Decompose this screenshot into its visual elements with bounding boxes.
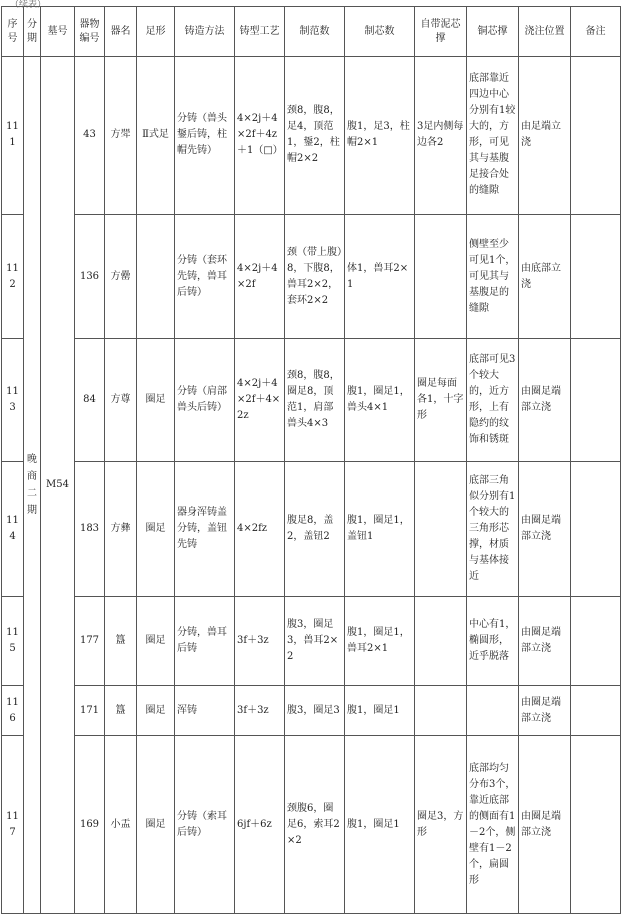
cell-note (571, 736, 621, 914)
cell-bronze-support: 底部均匀分布3个，靠近底部的侧面有1－2个，侧壁有1－2个，扁圆形 (467, 736, 519, 914)
cell-method: 分铸（肩部兽头后铸） (175, 339, 235, 462)
cell-name: 方彝 (105, 461, 137, 596)
cell-foot: 圈足 (137, 736, 175, 914)
continuation-label: （续表） (10, 0, 47, 10)
cell-method: 浑铸 (175, 685, 235, 735)
table-row (2, 461, 621, 596)
header-foot: 足形 (137, 7, 175, 57)
cell-seq: 115 (2, 596, 24, 685)
cell-mold: 3f＋3z (235, 596, 285, 685)
cell-bronze-support: 中心有1，椭圆形，近乎脱落 (467, 596, 519, 685)
cell-seq: 116 (2, 685, 24, 735)
cell-method: 分铸（套环先铸，兽耳后铸） (175, 214, 235, 339)
cell-name: 方斝 (105, 57, 137, 215)
table-row (2, 736, 621, 914)
cell-phase: 晚商二期 (24, 57, 41, 914)
cell-method: 分铸（索耳后铸） (175, 736, 235, 914)
cell-note (571, 214, 621, 339)
cell-name: 方尊 (105, 339, 137, 462)
cell-self-support (415, 685, 467, 735)
cell-note (571, 339, 621, 462)
cell-seq: 113 (2, 339, 24, 462)
cell-mold: 4×2fz (235, 461, 285, 596)
cell-pour: 由圈足端部立浇 (519, 596, 571, 685)
cell-core: 腹1，圈足1，兽头4×1 (345, 339, 415, 462)
cell-mold: 4×2j＋4×2f＋4×2z (235, 339, 285, 462)
cell-seq: 117 (2, 736, 24, 914)
cell-artifact-no: 136 (75, 214, 105, 339)
header-seq: 序号 (2, 7, 24, 57)
cell-pour: 由圈足端部立浇 (519, 685, 571, 735)
header-row (2, 7, 621, 57)
cell-pour: 由圈足端部立浇 (519, 339, 571, 462)
cell-name: 方罍 (105, 214, 137, 339)
cell-name: 簋 (105, 685, 137, 735)
cell-name: 簋 (105, 596, 137, 685)
cell-note (571, 685, 621, 735)
cell-mold: 4×2j＋4×2f＋4z＋1（□） (235, 57, 285, 215)
cell-fan: 颈腹6，圈足6，索耳2×2 (285, 736, 345, 914)
cell-tomb: M54 (41, 57, 75, 914)
header-phase: 分期 (24, 7, 41, 57)
header-name: 器名 (105, 7, 137, 57)
table-row (2, 596, 621, 685)
header-tomb: 墓号 (41, 7, 75, 57)
cell-name: 小盂 (105, 736, 137, 914)
cell-artifact-no: 177 (75, 596, 105, 685)
cell-bronze-support: 底部靠近四边中心分别有1较大的，方形，可见其与基腹足接合处的缝隙 (467, 57, 519, 215)
cell-artifact-no: 171 (75, 685, 105, 735)
cell-pour: 由足端立浇 (519, 57, 571, 215)
cell-method: 分铸，兽耳后铸 (175, 596, 235, 685)
cell-artifact-no: 169 (75, 736, 105, 914)
header-pour: 浇注位置 (519, 7, 571, 57)
cell-self-support (415, 461, 467, 596)
cell-fan: 腹3，圈足3 (285, 685, 345, 735)
cell-fan: 颈（带上腹）8，下腹8，兽耳2×2，套环2×2 (285, 214, 345, 339)
cell-core: 体1，兽耳2×1 (345, 214, 415, 339)
cell-seq: 111 (2, 57, 24, 215)
table-row (2, 339, 621, 462)
cell-pour: 由圈足端部立浇 (519, 736, 571, 914)
cell-note (571, 596, 621, 685)
cell-bronze-support: 侧壁至少可见1个，可见其与基腹足的缝隙 (467, 214, 519, 339)
cell-mold: 4×2j＋4×2f (235, 214, 285, 339)
casting-data-table (1, 6, 621, 914)
cell-foot (137, 214, 175, 339)
cell-fan: 颈8，腹8，足4，顶范1，鋬2，柱帽2×2 (285, 57, 345, 215)
header-method: 铸造方法 (175, 7, 235, 57)
cell-foot: 圈足 (137, 339, 175, 462)
cell-bronze-support (467, 685, 519, 735)
cell-core: 腹1，圈足1 (345, 736, 415, 914)
cell-fan: 腹3，圈足3，兽耳2×2 (285, 596, 345, 685)
cell-note (571, 57, 621, 215)
cell-artifact-no: 183 (75, 461, 105, 596)
cell-self-support (415, 214, 467, 339)
cell-core: 腹1，圈足1，盖钮1 (345, 461, 415, 596)
cell-note (571, 461, 621, 596)
cell-bronze-support: 底部三角似分别有1个较大的三角形芯撑，材质与基体接近 (467, 461, 519, 596)
cell-foot: 圈足 (137, 461, 175, 596)
cell-seq: 114 (2, 461, 24, 596)
cell-core: 腹1，圈足1，兽耳2×1 (345, 596, 415, 685)
cell-self-support: 圈足3，方形 (415, 736, 467, 914)
header-fan: 制范数 (285, 7, 345, 57)
cell-self-support: 圈足每面各1，十字形 (415, 339, 467, 462)
header-note: 备注 (571, 7, 621, 57)
cell-core: 腹1，圈足1 (345, 685, 415, 735)
header-core: 制芯数 (345, 7, 415, 57)
cell-foot: 圈足 (137, 685, 175, 735)
cell-pour: 由圈足端部立浇 (519, 461, 571, 596)
cell-seq: 112 (2, 214, 24, 339)
cell-method: 分铸（兽头鋬后铸，柱帽先铸） (175, 57, 235, 215)
table-row (2, 214, 621, 339)
cell-self-support (415, 596, 467, 685)
cell-mold: 3f＋3z (235, 685, 285, 735)
header-bronze-support: 铜芯撑 (467, 7, 519, 57)
cell-foot: 圈足 (137, 596, 175, 685)
cell-method: 器身浑铸盖分铸，盖钮先铸 (175, 461, 235, 596)
header-artifact-no: 器物编号 (75, 7, 105, 57)
cell-foot: Ⅱ式足 (137, 57, 175, 215)
cell-self-support: 3足内侧每边各2 (415, 57, 467, 215)
cell-bronze-support: 底部可见3个较大的，近方形，上有隐约的纹饰和锈斑 (467, 339, 519, 462)
table-row (2, 57, 621, 215)
cell-fan: 颈8，腹8，圈足8，顶范1，肩部兽头4×3 (285, 339, 345, 462)
cell-fan: 腹足8，盖2，盖钮2 (285, 461, 345, 596)
header-mold: 铸型工艺 (235, 7, 285, 57)
cell-core: 腹1，足3，柱帽2×1 (345, 57, 415, 215)
table-row (2, 685, 621, 735)
cell-pour: 由底部立浇 (519, 214, 571, 339)
cell-mold: 6jf＋6z (235, 736, 285, 914)
header-self-support: 自带泥芯撑 (415, 7, 467, 57)
cell-artifact-no: 84 (75, 339, 105, 462)
cell-artifact-no: 43 (75, 57, 105, 215)
